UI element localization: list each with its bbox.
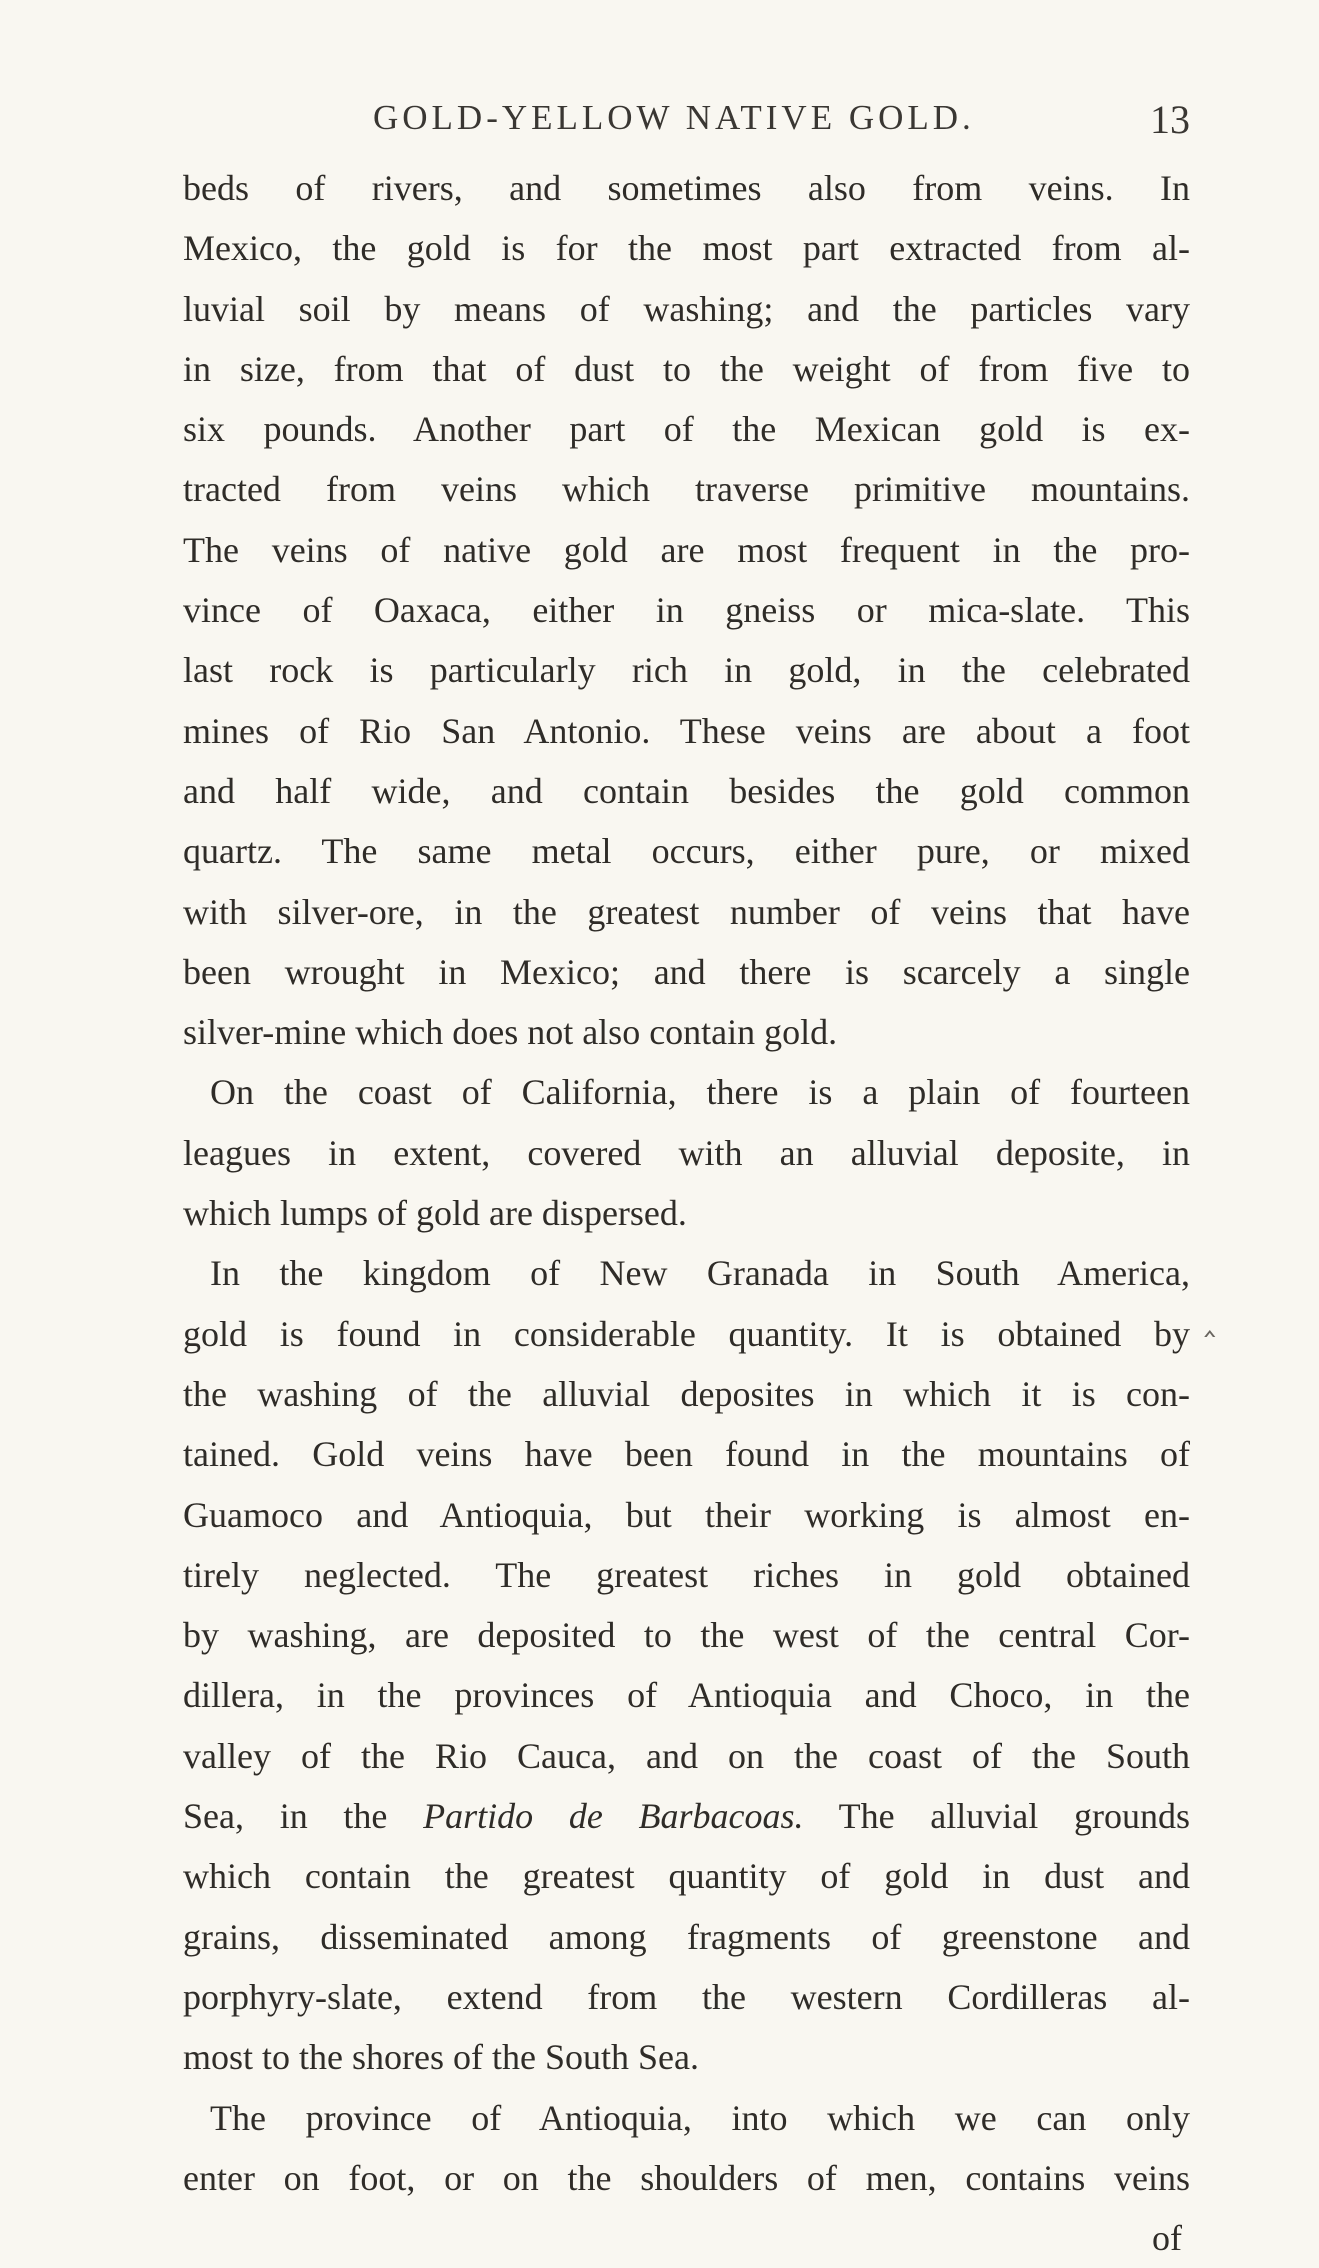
text-line: valley of the Rio Cauca, and on the coast of the South: [183, 1735, 1190, 1776]
text-line: enter on foot, or on the shoulders of men, contains veins: [183, 2157, 1190, 2198]
text-line: tracted from veins which traverse primitive mountains.: [183, 469, 1190, 510]
text-line: by washing, are deposited to the west of the central Cor-: [183, 1615, 1190, 1656]
text-line: beds of rivers, and sometimes also from veins. In: [183, 168, 1190, 208]
text-line: grains, disseminated among fragments of greenstone and: [183, 1916, 1190, 1957]
text-line: tirely neglected. The greatest riches in gold obtained: [183, 1554, 1190, 1595]
text-line-with-italic: [183, 1786, 1190, 1846]
text-line: Mexico, the gold is for the most part extracted from al-: [183, 228, 1190, 269]
text-line: quartz. The same metal occurs, either pure, or mixed: [183, 831, 1190, 872]
running-title: GOLD-YELLOW NATIVE GOLD.: [373, 98, 975, 137]
text-line: dillera, in the provinces of Antioquia and Choco, in the: [183, 1675, 1190, 1716]
text-line: which lumps of gold are dispersed.: [183, 1193, 687, 1234]
running-head: [183, 98, 1190, 148]
text-line: and half wide, and contain besides the gold common: [183, 770, 1190, 811]
text-line: gold is found in considerable quantity. It is obtained by: [183, 1313, 1190, 1354]
text-line: vince of Oaxaca, either in gneiss or mica-slate. This: [183, 590, 1190, 631]
text-fragment: Sea, in the: [183, 1796, 424, 1837]
text-line: The province of Antioquia, into which we can only: [210, 2097, 1190, 2138]
text-line: In the kingdom of New Granada in South America,: [210, 1253, 1190, 1294]
italic-place-name: Partido de Barbacoas.: [423, 1796, 804, 1837]
text-line: silver-mine which does not also contain gold.: [183, 1012, 838, 1053]
page-number: 13: [1150, 97, 1190, 142]
text-line: most to the shores of the South Sea.: [183, 2037, 699, 2078]
text-fragment: The alluvial grounds: [803, 1796, 1190, 1837]
text-line: luvial soil by means of washing; and the particles vary: [183, 288, 1190, 329]
text-line: in size, from that of dust to the weight of from five to: [183, 348, 1190, 389]
text-line: tained. Gold veins have been found in the mountains of: [183, 1434, 1190, 1475]
text-line: the washing of the alluvial deposites in which it is con-: [183, 1373, 1190, 1414]
text-line: mines of Rio San Antonio. These veins are about a foot: [183, 710, 1190, 751]
text-line: last rock is particularly rich in gold, in the celebrated: [183, 650, 1190, 691]
text-line: Guamoco and Antioquia, but their working is almost en-: [183, 1494, 1190, 1535]
text-line: The veins of native gold are most frequent in the pro-: [183, 529, 1190, 570]
text-line: six pounds. Another part of the Mexican gold is ex-: [183, 409, 1190, 450]
text-line: On the coast of California, there is a plain of fourteen: [210, 1072, 1190, 1113]
text-line: been wrought in Mexico; and there is scarcely a single: [183, 951, 1190, 992]
catchword: of: [1152, 2218, 1182, 2259]
text-line: porphyry-slate, extend from the western Cordilleras al-: [183, 1976, 1190, 2017]
stray-ink-mark: ‸: [1204, 1300, 1216, 1337]
text-line: leagues in extent, covered with an alluvial deposite, in: [183, 1132, 1190, 1173]
text-line: with silver-ore, in the greatest number of veins that have: [183, 891, 1190, 932]
body-text: [183, 158, 1190, 2268]
text-line: which contain the greatest quantity of gold in dust and: [183, 1856, 1190, 1897]
